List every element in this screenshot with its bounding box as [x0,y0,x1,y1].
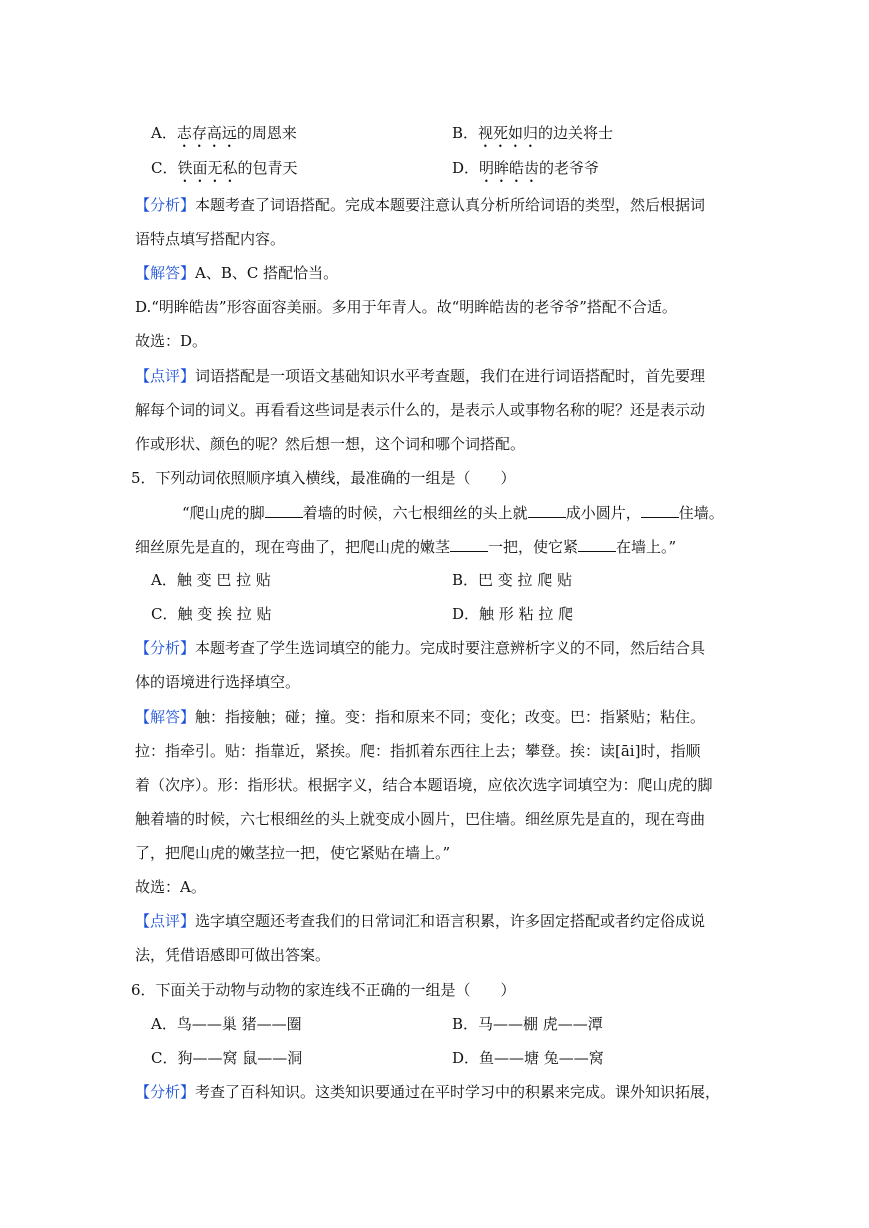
q4-option-c [151,157,298,186]
q5-question: 5．下列动词依照顺序填入横线，最准确的一组是（ ） [131,469,516,487]
q4-option-a [151,122,297,151]
q5-answer-line2: 拉：指牵引。贴：指靠近，紧挨。爬：指抓着东西往上去；攀登。挨：读[āi]时，指顺 [135,742,701,760]
analysis-tag: 【分析】 [135,639,196,657]
q4-answer-line2: D.“明眸皓齿”形容面容美丽。多用于年青人。故“明眸皓齿的老爷爷”搭配不合适。 [135,298,677,316]
option-letter: C． [151,159,178,177]
answer-tag: 【解答】 [135,264,196,282]
q5-answer-line3: 着（次序）。形：指形状。根据字义，结合本题语境，应依次选字词填空为：爬山虎的脚 [135,776,713,794]
comment-tag: 【点评】 [135,367,196,385]
passage-text: 一把，使它紧 [488,538,579,556]
option-letter: A． [151,124,177,142]
dotted-phrase: 铁面无私 [177,159,238,177]
passage-text: 住墙。 [678,504,724,522]
q4-option-d [452,157,599,186]
q5-option-d: D．触 形 粘 拉 爬 [452,605,574,623]
option-text: 的周恩来 [236,124,297,142]
q5-option-c: C．触 变 挨 拉 贴 [151,605,272,623]
q4-answer [135,262,338,284]
dotted-phrase: 明眸皓齿 [479,159,540,177]
dotted-phrase: 视死如归 [478,124,539,142]
q5-comment-line2: 法，凭借语感即可做出答案。 [135,946,331,964]
option-letter: B． [452,124,479,142]
q6-option-b: B．马——棚 虎——潭 [452,1015,603,1033]
q6-question: 6．下面关于动物与动物的家连线不正确的一组是（ ） [131,981,516,999]
q4-analysis [135,194,705,216]
fill-blank [641,501,679,518]
answer-text: 触：指接触；碰；撞。变：指和原来不同；变化；改变。巴：指紧贴；粘住。 [195,708,706,726]
q5-passage-line1 [182,501,724,524]
q5-option-b: B．巴 变 拉 爬 贴 [452,571,573,589]
q5-analysis-line2: 体的语境进行选择填空。 [135,673,301,691]
q5-option-a: A．触 变 巴 拉 贴 [151,571,271,589]
q5-analysis [135,637,705,659]
passage-text: 细丝原先是直的，现在弯曲了，把爬山虎的嫩茎 [135,538,451,556]
comment-text: 选字填空题还考查我们的日常词汇和语言积累，许多固定搭配或者约定俗成说 [195,912,706,930]
fill-blank [578,535,616,552]
q4-analysis-line2: 语特点填写搭配内容。 [135,230,286,248]
fill-blank [528,501,566,518]
q6-analysis [135,1081,720,1103]
q5-answer [135,706,705,728]
fill-blank [450,535,488,552]
analysis-text: 本题考查了词语搭配。完成本题要注意认真分析所给词语的类型，然后根据词 [195,196,706,214]
q4-comment-line3: 作或形状、颜色的呢？然后想一想，这个词和哪个词搭配。 [135,435,526,453]
q6-option-a: A．鸟——巢 猪——圈 [151,1015,302,1033]
passage-text: 成小圆片， [565,504,641,522]
comment-text: 词语搭配是一项语文基础知识水平考查题，我们在进行词语搭配时，首先要理 [195,367,706,385]
q5-choice: 故选：A。 [135,878,206,896]
comment-tag: 【点评】 [135,912,196,930]
passage-text: “爬山虎的脚 [182,504,265,522]
q4-choice: 故选：D。 [135,332,208,350]
passage-text: 在墙上。” [616,538,677,556]
analysis-text: 考查了百科知识。这类知识要通过在平时学习中的积累来完成。课外知识拓展， [195,1083,721,1101]
q4-comment-line2: 解每个词的词义。再看看这些词是表示什么的，是表示人或事物名称的呢？还是表示动 [135,401,706,419]
answer-text: A、B、C 搭配恰当。 [195,264,339,282]
fill-blank [265,501,303,518]
passage-text: 着墙的时候，六七根细丝的头上就 [302,504,528,522]
q5-answer-line4: 触着墙的时候，六七根细丝的头上就变成小圆片，巴住墙。细丝原先是直的，现在弯曲 [135,810,706,828]
option-text: 的边关将士 [538,124,614,142]
q5-comment [135,910,705,932]
option-text: 的老爷爷 [539,159,600,177]
dotted-phrase: 志存高远 [176,124,237,142]
q5-passage-line2 [135,535,676,558]
answer-tag: 【解答】 [135,708,196,726]
q6-option-d: D．鱼——塘 兔——窝 [452,1049,604,1067]
q4-option-b [452,122,613,151]
analysis-tag: 【分析】 [135,196,196,214]
analysis-tag: 【分析】 [135,1083,196,1101]
option-letter: D． [452,159,480,177]
q5-answer-line5: 了，把爬山虎的嫩茎拉一把，使它紧贴在墙上。” [135,844,451,862]
q6-option-c: C．狗——窝 鼠——洞 [151,1049,303,1067]
analysis-text: 本题考查了学生选词填空的能力。完成时要注意辨析字义的不同，然后结合具 [195,639,706,657]
option-text: 的包青天 [237,159,298,177]
q4-comment [135,365,705,387]
